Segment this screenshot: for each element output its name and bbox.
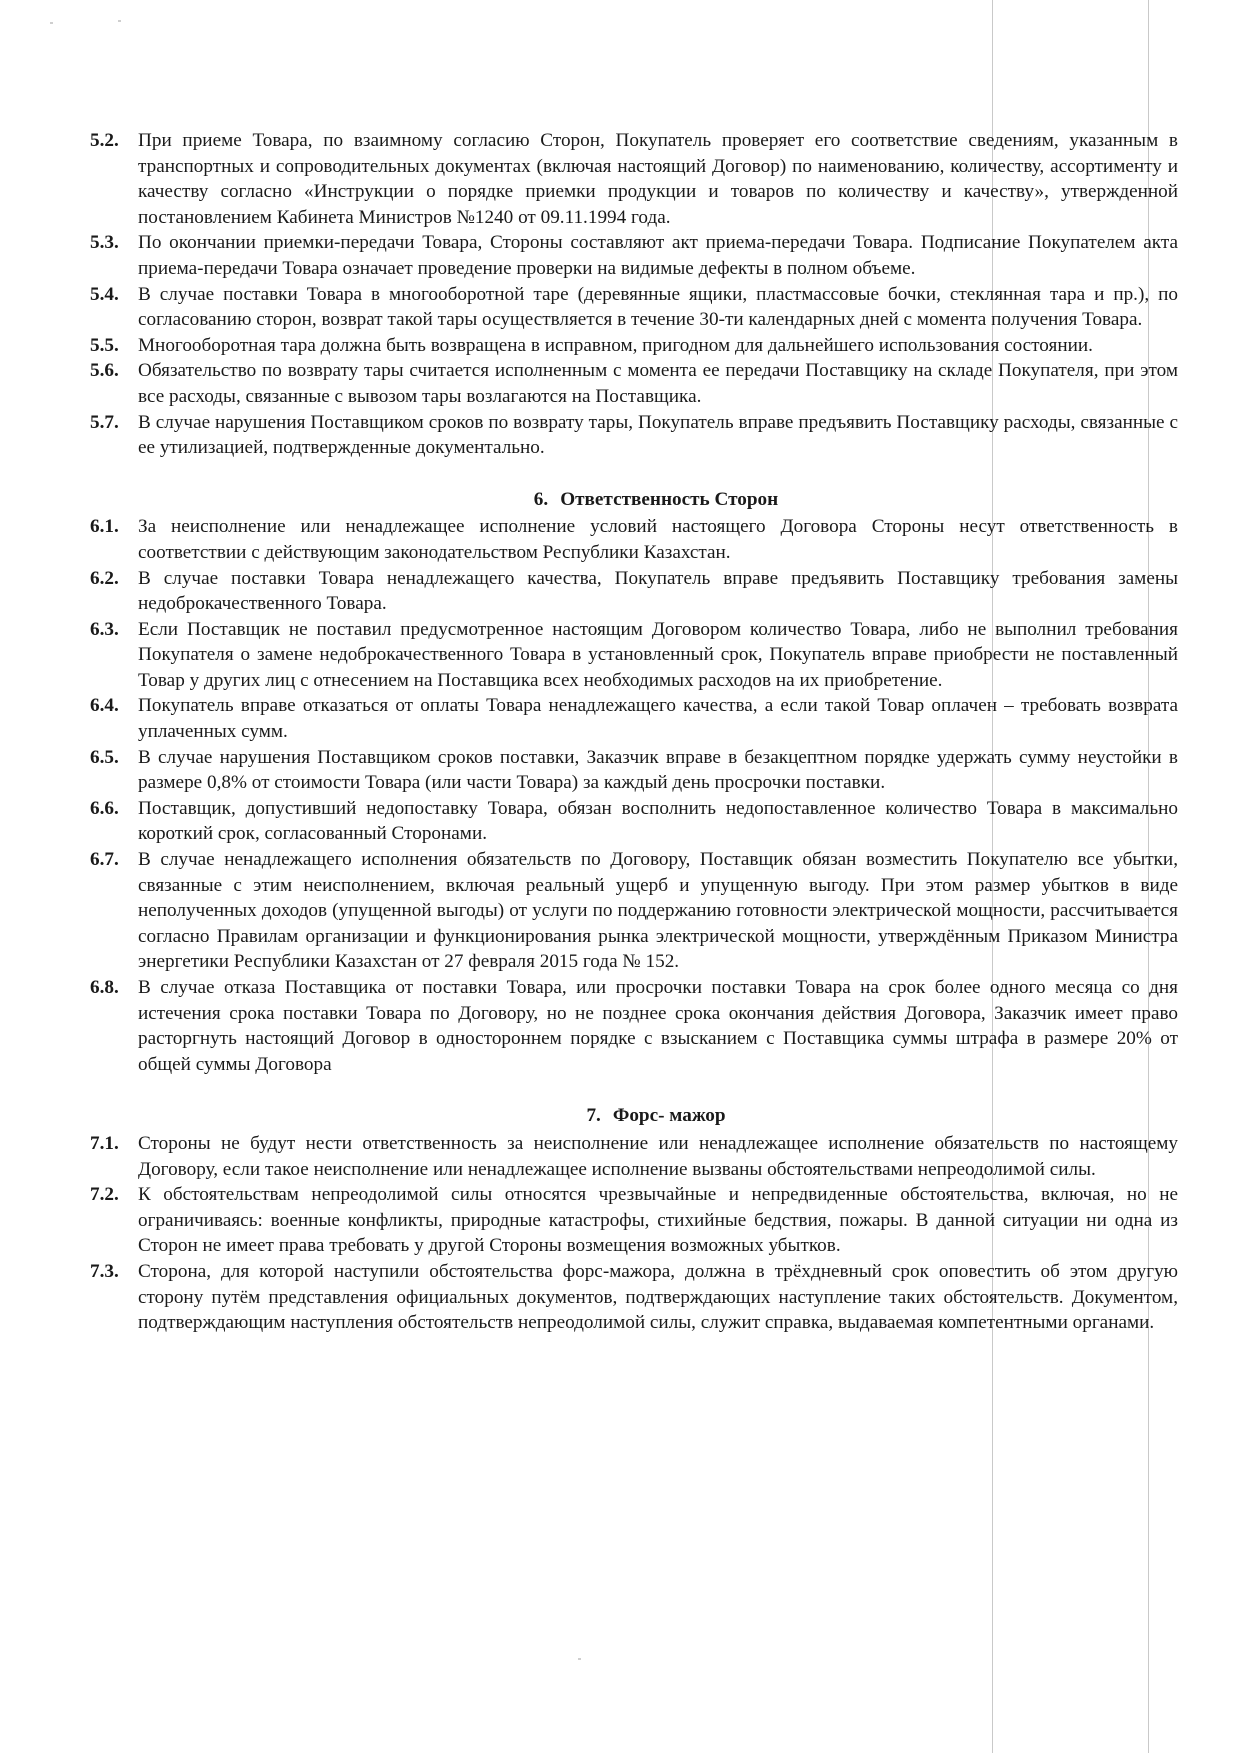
clause-number: 5.3. — [90, 232, 119, 254]
clause-text: Обязательство по возврату тары считается исполненным с момента ее передачи Поставщику на складе Покупателя, при этом все расходы, связанные с вывозом тары возлагаются на Поставщика. — [138, 360, 1178, 407]
clause-6-5 — [90, 745, 1178, 796]
clause-5-6 — [90, 358, 1178, 409]
clause-5-5 — [90, 333, 1178, 359]
clause-number: 5.2. — [90, 130, 119, 151]
section-number: 6. — [533, 488, 549, 510]
scan-speck — [50, 22, 53, 24]
clause-number: 5.5. — [90, 334, 119, 356]
scan-speck — [578, 1658, 581, 1660]
clause-text: Поставщик, допустивший недопоставку Товара, обязан восполнить недопоставленное количество Товара в максимально короткий срок, согласованный Сторонами. — [138, 797, 1178, 845]
clause-number: 6.1. — [90, 516, 119, 538]
clause-text: В случае ненадлежащего исполнения обязательств по Договору, Поставщик обязан возместить Покупателю все убытки, связанные с этим неисполнением, включая реальный ущерб и упущенную выгоду. При этом размер убытков в виде неполученных доходов (упущенной выгоды) от услуги по поддержанию готовности электрической мощности, рассчитывается согласно Правилам организации и функционирования рынка электрической мощности, утверждённым Приказом Министра энергетики Республики Казахстан от 27 февраля 2015 года № 152. — [138, 849, 1178, 973]
clause-number: 5.6. — [90, 360, 119, 382]
clause-text: Сторона, для которой наступили обстоятельства форс-мажора, должна в трёхдневный срок оповестить об этом другую сторону путём представления официальных документов, подтверждающих наступление таких обстоятельств. Документом, подтверждающим наступления обстоятельств непреодолимой силы, служит справка, выдаваемая компетентными органами. — [138, 1260, 1178, 1334]
document-body — [90, 128, 1178, 1336]
clause-6-7 — [90, 847, 1178, 975]
clause-number: 6.8. — [90, 977, 119, 998]
clause-7-3 — [90, 1259, 1178, 1336]
clause-6-3 — [90, 617, 1178, 694]
clause-number: 6.6. — [90, 797, 119, 819]
clause-number: 7.2. — [90, 1184, 119, 1206]
clause-number: 5.7. — [90, 411, 119, 433]
clause-text: В случае отказа Поставщика от поставки Товара, или просрочки поставки Товара на срок более одного месяца со дня истечения срока поставки Товара по Договору, но не позднее срока окончания действия Договора, Заказчик имеет право расторгнуть настоящий Договор в одностороннем порядке с взысканием с Поставщика суммы штрафа в размере 20% от общей суммы Договора — [138, 977, 1178, 1075]
clause-number: 6.2. — [90, 567, 119, 589]
clause-number: 5.4. — [90, 283, 119, 305]
clause-7-2 — [90, 1182, 1178, 1259]
section-title: Ответственность Сторон — [560, 488, 779, 510]
clause-text: Стороны не будут нести ответственность за неисполнение или ненадлежащее исполнение обязательств по настоящему Договору, если такое неисполнение или ненадлежащее исполнение вызваны обстоятельствами непреодолимой силы. — [138, 1132, 1178, 1180]
clause-5-4 — [90, 282, 1178, 333]
clause-text: В случае поставки Товара в многооборотной таре (деревянные ящики, пластмассовые бочки, стеклянная тара и пр.), по согласованию сторон, возврат такой тары осуществляется в течение 30-ти календарных дней с момента получения Товара. — [138, 283, 1178, 331]
clause-6-1 — [90, 514, 1178, 565]
clause-6-2 — [90, 566, 1178, 617]
clause-5-3 — [90, 230, 1178, 281]
clause-6-4 — [90, 693, 1178, 744]
clause-text: В случае поставки Товара ненадлежащего качества, Покупатель вправе предъявить Поставщику требования замены недоброкачественного Товара. — [138, 567, 1178, 615]
clause-text: В случае нарушения Поставщиком сроков по возврату тары, Покупатель вправе предъявить Поставщику расходы, связанные с ее утилизацией, подтвержденные документально. — [138, 411, 1178, 459]
clause-number: 7.1. — [90, 1132, 119, 1154]
clause-5-2 — [90, 128, 1178, 230]
scan-speck — [118, 20, 121, 22]
clause-5-7 — [90, 410, 1178, 461]
clause-text: По окончании приемки-передачи Товара, Стороны составляют акт приема-передачи Товара. Подписание Покупателем акта приема-передачи Товара означает проведение проверки на видимые дефекты в полном объеме. — [138, 232, 1178, 279]
clause-text: При приеме Товара, по взаимному согласию Сторон, Покупатель проверяет его соответствие сведениям, указанным в транспортных и сопроводительных документах (включая настоящий Договор) по наименованию, количеству, ассортименту и качеству согласно «Инструкции о порядке приемки продукции и товаров по количеству и качеству», утвержденной постановлением Кабинета Министров №1240 от 09.11.1994 года. — [138, 130, 1178, 228]
clause-number: 6.7. — [90, 849, 119, 871]
clause-number: 7.3. — [90, 1260, 119, 1282]
clause-number: 6.4. — [90, 695, 119, 717]
clause-7-1 — [90, 1131, 1178, 1182]
clause-6-6 — [90, 796, 1178, 847]
clause-text: К обстоятельствам непреодолимой силы относятся чрезвычайные и непредвиденные обстоятельства, включая, но не ограничиваясь: военные конфликты, природные катастрофы, стихийные бедствия, пожары. В данной ситуации ни одна из Сторон не имеет права требовать у другой Стороны возмещения возможных убытков. — [138, 1184, 1178, 1257]
clause-text: За неисполнение или ненадлежащее исполнение условий настоящего Договора Стороны несут ответственность в соответствии с действующим законодательством Республики Казахстан. — [138, 516, 1178, 563]
section-heading — [90, 487, 1178, 513]
clause-number: 6.3. — [90, 618, 119, 640]
section-heading — [90, 1103, 1178, 1129]
clause-text: Многооборотная тара должна быть возвращена в исправном, пригодном для дальнейшего использования состоянии. — [138, 334, 1093, 356]
clause-text: Если Поставщик не поставил предусмотренное настоящим Договором количество Товара, либо не выполнил требования Покупателя о замене недоброкачественного Товара в установленный срок, Покупатель вправе приобрести не поставленный Товар у других лиц с отнесением на Поставщика всех необходимых расходов на их приобретение. — [138, 618, 1178, 691]
section-number: 7. — [586, 1105, 601, 1127]
clause-6-8 — [90, 975, 1178, 1077]
clause-number: 6.5. — [90, 746, 119, 768]
clause-text: Покупатель вправе отказаться от оплаты Товара ненадлежащего качества, а если такой Товар оплачен – требовать возврата уплаченных сумм. — [138, 695, 1178, 743]
clause-text: В случае нарушения Поставщиком сроков поставки, Заказчик вправе в безакцептном порядке удержать сумму неустойки в размере 0,8% от стоимости Товара (или части Товара) за каждый день просрочки поставки. — [138, 746, 1178, 794]
section-title: Форс- мажор — [612, 1105, 726, 1127]
